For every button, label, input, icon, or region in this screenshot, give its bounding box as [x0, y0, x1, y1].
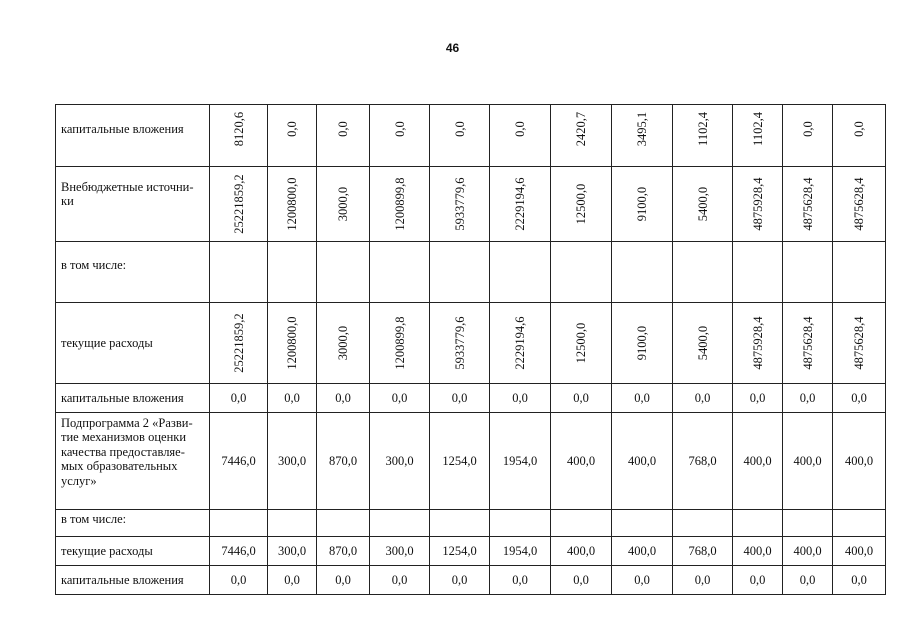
- table-cell: 9100,0: [612, 303, 673, 384]
- table-cell: 0,0: [833, 566, 886, 595]
- table-cell: 2420,7: [551, 105, 612, 167]
- table-cell: 5933779,6: [430, 303, 490, 384]
- table-cell: 5400,0: [673, 167, 733, 242]
- table-cell: 25221859,2: [210, 303, 268, 384]
- table-cell: 1954,0: [490, 537, 551, 566]
- table-cell: [783, 510, 833, 537]
- table-cell: 0,0: [833, 384, 886, 413]
- row-label: текущие расходы: [56, 537, 210, 566]
- table-cell: 12500,0: [551, 303, 612, 384]
- budget-table: [55, 104, 886, 595]
- table-cell: 0,0: [733, 384, 783, 413]
- table-cell: [490, 510, 551, 537]
- table-cell: 0,0: [612, 566, 673, 595]
- table-cell: 0,0: [430, 105, 490, 167]
- table-cell: [210, 510, 268, 537]
- table-cell: 0,0: [833, 105, 886, 167]
- table-cell: 0,0: [317, 105, 370, 167]
- table-cell: [490, 242, 551, 303]
- table-cell: 1200899,8: [370, 303, 430, 384]
- table-cell: [210, 242, 268, 303]
- table-cell: 0,0: [490, 105, 551, 167]
- row-label: Внебюджетные источни-ки: [56, 167, 210, 242]
- table-cell: [370, 510, 430, 537]
- table-cell: 1200800,0: [268, 303, 317, 384]
- table-cell: 1200800,0: [268, 167, 317, 242]
- table-cell: 0,0: [783, 105, 833, 167]
- row-label: в том числе:: [56, 510, 210, 537]
- table-row: [56, 242, 886, 303]
- table-cell: 25221859,2: [210, 167, 268, 242]
- table-cell: 7446,0: [210, 537, 268, 566]
- table-cell: 0,0: [673, 566, 733, 595]
- table-cell: 0,0: [370, 566, 430, 595]
- table-cell: [673, 242, 733, 303]
- table-cell: [317, 510, 370, 537]
- table-cell: 3000,0: [317, 167, 370, 242]
- table-cell: 4875928,4: [733, 167, 783, 242]
- table-cell: 400,0: [833, 537, 886, 566]
- table-cell: 4875928,4: [733, 303, 783, 384]
- table-cell: 4875628,4: [833, 303, 886, 384]
- table-cell: [430, 510, 490, 537]
- table-cell: 768,0: [673, 413, 733, 510]
- table-cell: 0,0: [370, 105, 430, 167]
- table-cell: 0,0: [551, 566, 612, 595]
- table-cell: 400,0: [551, 537, 612, 566]
- table-cell: 0,0: [317, 384, 370, 413]
- table-cell: 2229194,6: [490, 303, 551, 384]
- table-cell: 2229194,6: [490, 167, 551, 242]
- table-row: [56, 105, 886, 167]
- table-cell: [833, 510, 886, 537]
- table-cell: 1954,0: [490, 413, 551, 510]
- table-cell: 1102,4: [673, 105, 733, 167]
- table-cell: 300,0: [268, 413, 317, 510]
- table-cell: 0,0: [210, 566, 268, 595]
- table-cell: 0,0: [783, 384, 833, 413]
- table-cell: 400,0: [783, 537, 833, 566]
- table-cell: 0,0: [268, 384, 317, 413]
- row-label: в том числе:: [56, 242, 210, 303]
- table-cell: 0,0: [551, 384, 612, 413]
- row-label: капитальные вложения: [56, 105, 210, 167]
- table-cell: 12500,0: [551, 167, 612, 242]
- table-cell: 0,0: [490, 566, 551, 595]
- table-cell: 0,0: [733, 566, 783, 595]
- table-cell: 400,0: [551, 413, 612, 510]
- table-cell: 300,0: [370, 537, 430, 566]
- row-label: текущие расходы: [56, 303, 210, 384]
- table-cell: 300,0: [370, 413, 430, 510]
- table-cell: 1254,0: [430, 537, 490, 566]
- table-cell: 1200899,8: [370, 167, 430, 242]
- row-label: капитальные вложения: [56, 384, 210, 413]
- table-cell: 7446,0: [210, 413, 268, 510]
- table-cell: 400,0: [833, 413, 886, 510]
- table-cell: 870,0: [317, 413, 370, 510]
- table-row: [56, 510, 886, 537]
- table-cell: 0,0: [210, 384, 268, 413]
- table-cell: 400,0: [612, 413, 673, 510]
- table-cell: [430, 242, 490, 303]
- table-cell: 0,0: [673, 384, 733, 413]
- table-cell: [733, 242, 783, 303]
- table-cell: [733, 510, 783, 537]
- table-cell: [317, 242, 370, 303]
- table-cell: 400,0: [612, 537, 673, 566]
- table-cell: [370, 242, 430, 303]
- table-cell: 400,0: [783, 413, 833, 510]
- table-cell: 4875628,4: [783, 303, 833, 384]
- table-cell: [551, 242, 612, 303]
- table-cell: [673, 510, 733, 537]
- table-cell: 0,0: [317, 566, 370, 595]
- table-cell: 0,0: [268, 566, 317, 595]
- table-cell: 3495,1: [612, 105, 673, 167]
- table-cell: 0,0: [370, 384, 430, 413]
- table-cell: 3000,0: [317, 303, 370, 384]
- page-number: 46: [445, 41, 460, 55]
- table-cell: [612, 510, 673, 537]
- table-row: [56, 537, 886, 566]
- table-cell: 0,0: [268, 105, 317, 167]
- table-cell: 400,0: [733, 413, 783, 510]
- table-cell: 0,0: [430, 384, 490, 413]
- table-cell: 4875628,4: [833, 167, 886, 242]
- table-cell: 1102,4: [733, 105, 783, 167]
- table-cell: [268, 510, 317, 537]
- table-cell: 8120,6: [210, 105, 268, 167]
- table-cell: 0,0: [430, 566, 490, 595]
- table-row: [56, 167, 886, 242]
- table-cell: [268, 242, 317, 303]
- row-label: Подпрограмма 2 «Разви-тие механизмов оценки качества предоставляе-мых образовательных услуг»: [56, 413, 210, 510]
- table-cell: 0,0: [612, 384, 673, 413]
- table-cell: 870,0: [317, 537, 370, 566]
- table-row: [56, 566, 886, 595]
- table-cell: 0,0: [490, 384, 551, 413]
- table-cell: [612, 242, 673, 303]
- table-row: [56, 413, 886, 510]
- table-cell: 5933779,6: [430, 167, 490, 242]
- table-cell: 400,0: [733, 537, 783, 566]
- table-row: [56, 384, 886, 413]
- table-cell: [833, 242, 886, 303]
- table-cell: 0,0: [783, 566, 833, 595]
- table-cell: 768,0: [673, 537, 733, 566]
- table-cell: 5400,0: [673, 303, 733, 384]
- table-cell: [783, 242, 833, 303]
- table-cell: 300,0: [268, 537, 317, 566]
- row-label: капитальные вложения: [56, 566, 210, 595]
- table-cell: 4875628,4: [783, 167, 833, 242]
- table-cell: 1254,0: [430, 413, 490, 510]
- table-row: [56, 303, 886, 384]
- table-cell: [551, 510, 612, 537]
- table-cell: 9100,0: [612, 167, 673, 242]
